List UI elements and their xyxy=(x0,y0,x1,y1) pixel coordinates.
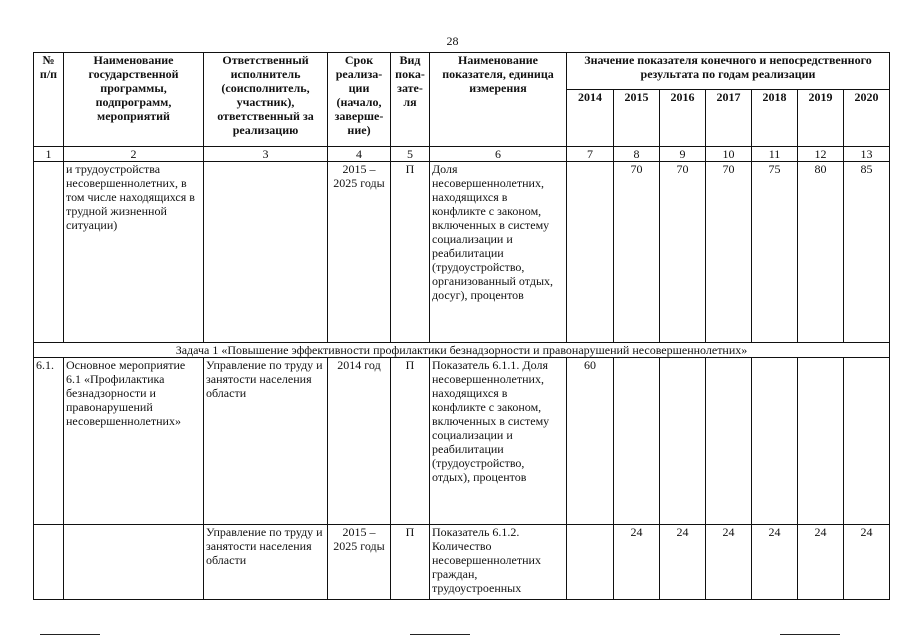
row-value: 24 xyxy=(660,525,706,600)
row-value: 85 xyxy=(844,162,890,343)
row-value: 80 xyxy=(798,162,844,343)
row-num xyxy=(34,525,64,600)
row-executor xyxy=(204,162,328,343)
row-value: 24 xyxy=(844,525,890,600)
row-name: и трудоустройства несовершеннолетних, в том числе находящихся в трудной жизненной ситуации) xyxy=(64,162,204,343)
column-number: 4 xyxy=(328,147,391,162)
task-title: Задача 1 «Повышение эффективности профилактики безнадзорности и правонарушений несовершеннолетних» xyxy=(34,343,890,358)
row-value: 75 xyxy=(752,162,798,343)
footer-rule xyxy=(780,634,840,635)
row-term: 2015 – 2025 годы xyxy=(328,162,391,343)
column-number: 1 xyxy=(34,147,64,162)
row-indicator: Доля несовершеннолетних, находящихся в конфликте с законом, включенных в систему социализации и реабилитации (трудоустройство, организованный отдых, досуг), процентов xyxy=(430,162,567,343)
column-number: 3 xyxy=(204,147,328,162)
row-value xyxy=(567,525,614,600)
row-kind: П xyxy=(391,358,430,525)
row-value: 60 xyxy=(567,358,614,525)
row-value xyxy=(706,358,752,525)
row-value: 24 xyxy=(798,525,844,600)
header-indicator: Наименование показателя, единица измерения xyxy=(430,53,567,147)
row-value: 24 xyxy=(752,525,798,600)
row-value xyxy=(798,358,844,525)
header-year: 2019 xyxy=(798,90,844,147)
row-kind: П xyxy=(391,162,430,343)
row-indicator: Показатель 6.1.1. Доля несовершеннолетних, находящихся в конфликте с законом, включенных в систему социализации и реабилитации (трудоустройство, отдых), процентов xyxy=(430,358,567,525)
header-year: 2020 xyxy=(844,90,890,147)
row-value xyxy=(844,358,890,525)
page-number: 28 xyxy=(446,34,459,48)
column-number: 13 xyxy=(844,147,890,162)
header-year: 2014 xyxy=(567,90,614,147)
column-number: 6 xyxy=(430,147,567,162)
row-value: 24 xyxy=(706,525,752,600)
row-indicator: Показатель 6.1.2. Количество несовершеннолетних граждан, трудоустроенных xyxy=(430,525,567,600)
footer-rule xyxy=(40,634,100,635)
row-num xyxy=(34,162,64,343)
row-kind: П xyxy=(391,525,430,600)
row-value: 70 xyxy=(706,162,752,343)
footer-rule xyxy=(410,634,470,635)
column-number: 10 xyxy=(706,147,752,162)
column-number: 11 xyxy=(752,147,798,162)
row-term: 2015 – 2025 годы xyxy=(328,525,391,600)
column-number: 12 xyxy=(798,147,844,162)
row-executor: Управление по труду и занятости населения области xyxy=(204,525,328,600)
column-number: 5 xyxy=(391,147,430,162)
header-year: 2016 xyxy=(660,90,706,147)
row-value xyxy=(567,162,614,343)
row-name: Основное мероприятие 6.1 «Профилактика безнадзорности и правонарушений несовершеннолетних» xyxy=(64,358,204,525)
header-kind: Вид пока-зате-ля xyxy=(391,53,430,147)
header-row xyxy=(34,53,890,90)
indicator-table xyxy=(33,52,890,600)
header-year: 2015 xyxy=(614,90,660,147)
row-value: 24 xyxy=(614,525,660,600)
row-value xyxy=(752,358,798,525)
table-row xyxy=(34,525,890,600)
header-year: 2017 xyxy=(706,90,752,147)
column-number: 2 xyxy=(64,147,204,162)
table-row xyxy=(34,162,890,343)
row-num: 6.1. xyxy=(34,358,64,525)
header-values: Значение показателя конечного и непосредственного результата по годам реализации xyxy=(567,53,890,90)
row-value xyxy=(614,358,660,525)
table-row xyxy=(34,358,890,525)
row-value: 70 xyxy=(660,162,706,343)
column-number: 8 xyxy=(614,147,660,162)
row-executor: Управление по труду и занятости населения области xyxy=(204,358,328,525)
row-value xyxy=(660,358,706,525)
header-term: Срок реализа-ции (начало, заверше-ние) xyxy=(328,53,391,147)
row-value: 70 xyxy=(614,162,660,343)
header-num: № п/п xyxy=(34,53,64,147)
header-year: 2018 xyxy=(752,90,798,147)
task-row xyxy=(34,343,890,358)
column-number: 9 xyxy=(660,147,706,162)
column-number: 7 xyxy=(567,147,614,162)
row-term: 2014 год xyxy=(328,358,391,525)
header-name: Наименование государственной программы, подпрограмм, мероприятий xyxy=(64,53,204,147)
column-number-row xyxy=(34,147,890,162)
row-name xyxy=(64,525,204,600)
header-executor: Ответственный исполнитель (соисполнитель, участник), ответственный за реализацию xyxy=(204,53,328,147)
